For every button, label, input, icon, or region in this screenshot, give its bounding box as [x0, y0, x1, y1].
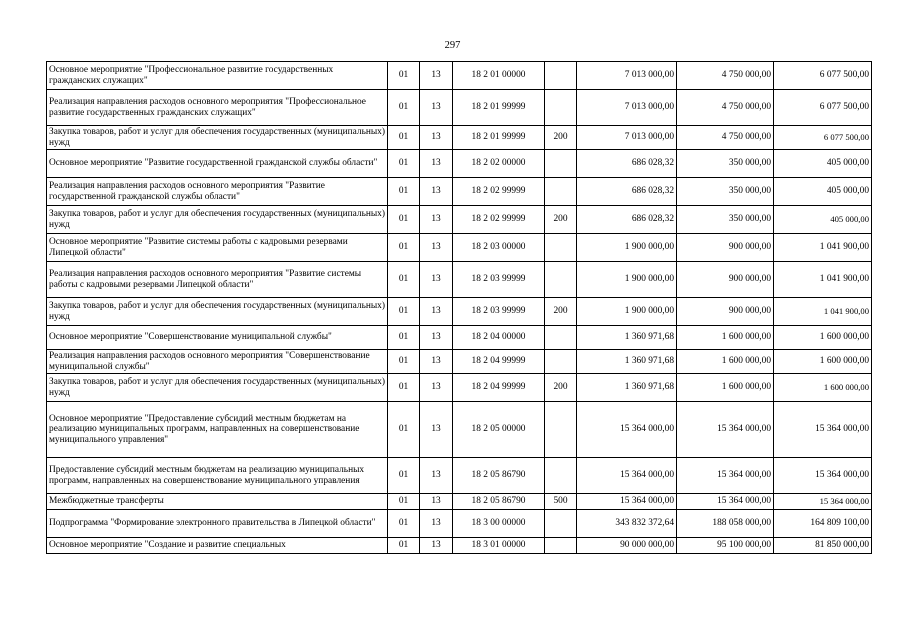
row-name: Закупка товаров, работ и услуг для обеспечения государственных (муниципальных) нужд	[47, 298, 388, 326]
row-amount-2: 900 000,00	[677, 234, 774, 262]
table-row	[47, 374, 872, 402]
row-target-code: 18 2 03 99999	[453, 298, 545, 326]
row-expense-type	[545, 234, 577, 262]
row-amount-3: 81 850 000,00	[774, 538, 872, 554]
row-amount-2: 15 364 000,00	[677, 494, 774, 510]
row-name: Основное мероприятие "Совершенствование муниципальной службы"	[47, 326, 388, 350]
row-name: Основное мероприятие "Развитие государственной гражданской службы области"	[47, 150, 388, 178]
row-target-code: 18 2 01 99999	[453, 90, 545, 126]
table-row	[47, 178, 872, 206]
row-expense-type	[545, 62, 577, 90]
table-row	[47, 494, 872, 510]
row-expense-type	[545, 510, 577, 538]
row-name: Реализация направления расходов основного мероприятия "Профессиональное развитие государственных гражданских служащих"	[47, 90, 388, 126]
row-amount-1: 90 000 000,00	[577, 538, 677, 554]
row-amount-1: 686 028,32	[577, 206, 677, 234]
table-row	[47, 298, 872, 326]
row-amount-2: 95 100 000,00	[677, 538, 774, 554]
row-subsection: 13	[420, 350, 453, 374]
row-target-code: 18 2 01 99999	[453, 126, 545, 150]
row-target-code: 18 3 01 00000	[453, 538, 545, 554]
table-row	[47, 402, 872, 458]
row-expense-type: 500	[545, 494, 577, 510]
row-section: 01	[388, 326, 420, 350]
row-subsection: 13	[420, 126, 453, 150]
table-row	[47, 90, 872, 126]
row-amount-2: 900 000,00	[677, 298, 774, 326]
row-expense-type: 200	[545, 298, 577, 326]
table-row	[47, 62, 872, 90]
budget-table	[46, 61, 872, 554]
row-subsection: 13	[420, 150, 453, 178]
row-name: Основное мероприятие "Создание и развитие специальных	[47, 538, 388, 554]
row-amount-3: 15 364 000,00	[774, 494, 872, 510]
row-section: 01	[388, 234, 420, 262]
row-amount-3: 15 364 000,00	[774, 458, 872, 494]
row-amount-1: 15 364 000,00	[577, 494, 677, 510]
row-amount-1: 7 013 000,00	[577, 90, 677, 126]
row-name: Основное мероприятие "Профессиональное развитие государственных гражданских служащих"	[47, 62, 388, 90]
row-expense-type	[545, 402, 577, 458]
row-section: 01	[388, 458, 420, 494]
row-amount-3: 164 809 100,00	[774, 510, 872, 538]
table-row	[47, 206, 872, 234]
row-expense-type	[545, 538, 577, 554]
row-amount-2: 15 364 000,00	[677, 458, 774, 494]
row-target-code: 18 2 02 00000	[453, 150, 545, 178]
row-subsection: 13	[420, 62, 453, 90]
table-row	[47, 538, 872, 554]
row-amount-3: 1 041 900,00	[774, 234, 872, 262]
row-section: 01	[388, 90, 420, 126]
table-row	[47, 326, 872, 350]
row-amount-1: 1 360 971,68	[577, 374, 677, 402]
row-subsection: 13	[420, 402, 453, 458]
row-subsection: 13	[420, 494, 453, 510]
row-amount-3: 405 000,00	[774, 150, 872, 178]
row-expense-type: 200	[545, 126, 577, 150]
row-subsection: 13	[420, 178, 453, 206]
row-target-code: 18 2 04 99999	[453, 350, 545, 374]
row-amount-2: 4 750 000,00	[677, 126, 774, 150]
row-name: Закупка товаров, работ и услуг для обеспечения государственных (муниципальных) нужд	[47, 374, 388, 402]
row-amount-3: 6 077 500,00	[774, 90, 872, 126]
row-name: Закупка товаров, работ и услуг для обеспечения государственных (муниципальных) нужд	[47, 206, 388, 234]
row-amount-1: 7 013 000,00	[577, 126, 677, 150]
row-subsection: 13	[420, 458, 453, 494]
row-target-code: 18 2 01 00000	[453, 62, 545, 90]
row-subsection: 13	[420, 262, 453, 298]
table-row	[47, 262, 872, 298]
row-section: 01	[388, 494, 420, 510]
row-amount-2: 1 600 000,00	[677, 350, 774, 374]
row-name: Подпрограмма "Формирование электронного правительства в Липецкой области"	[47, 510, 388, 538]
row-section: 01	[388, 350, 420, 374]
row-section: 01	[388, 62, 420, 90]
row-amount-3: 15 364 000,00	[774, 402, 872, 458]
row-target-code: 18 2 05 86790	[453, 494, 545, 510]
row-name: Закупка товаров, работ и услуг для обеспечения государственных (муниципальных) нужд	[47, 126, 388, 150]
row-amount-1: 15 364 000,00	[577, 458, 677, 494]
row-amount-3: 1 600 000,00	[774, 326, 872, 350]
row-section: 01	[388, 178, 420, 206]
row-amount-3: 405 000,00	[774, 206, 872, 234]
row-section: 01	[388, 126, 420, 150]
row-amount-1: 686 028,32	[577, 178, 677, 206]
table-row	[47, 350, 872, 374]
row-name: Реализация направления расходов основного мероприятия "Развитие системы работы с кадровыми резервами Липецкой области"	[47, 262, 388, 298]
row-amount-1: 7 013 000,00	[577, 62, 677, 90]
row-expense-type	[545, 326, 577, 350]
row-amount-1: 1 900 000,00	[577, 234, 677, 262]
row-expense-type	[545, 150, 577, 178]
row-amount-2: 1 600 000,00	[677, 374, 774, 402]
table-row	[47, 234, 872, 262]
row-target-code: 18 2 02 99999	[453, 206, 545, 234]
row-amount-3: 405 000,00	[774, 178, 872, 206]
row-section: 01	[388, 510, 420, 538]
table-row	[47, 510, 872, 538]
row-expense-type	[545, 90, 577, 126]
row-section: 01	[388, 298, 420, 326]
row-subsection: 13	[420, 234, 453, 262]
row-name: Предоставление субсидий местным бюджетам на реализацию муниципальных программ, направленных на совершенствование муниципального управления	[47, 458, 388, 494]
table-row	[47, 458, 872, 494]
row-amount-3: 1 041 900,00	[774, 298, 872, 326]
row-amount-1: 1 360 971,68	[577, 326, 677, 350]
row-amount-1: 686 028,32	[577, 150, 677, 178]
row-name: Основное мероприятие "Предоставление субсидий местным бюджетам на реализацию муниципальных программ, направленных на совершенствование муниципального управления"	[47, 402, 388, 458]
row-target-code: 18 2 03 99999	[453, 262, 545, 298]
row-section: 01	[388, 402, 420, 458]
row-target-code: 18 2 02 99999	[453, 178, 545, 206]
row-amount-2: 4 750 000,00	[677, 90, 774, 126]
row-amount-2: 350 000,00	[677, 178, 774, 206]
row-amount-1: 1 900 000,00	[577, 262, 677, 298]
row-subsection: 13	[420, 298, 453, 326]
page-number: 297	[444, 40, 461, 51]
row-amount-2: 15 364 000,00	[677, 402, 774, 458]
row-name: Межбюджетные трансферты	[47, 494, 388, 510]
row-name: Реализация направления расходов основного мероприятия "Совершенствование муниципальной службы"	[47, 350, 388, 374]
row-subsection: 13	[420, 538, 453, 554]
row-section: 01	[388, 538, 420, 554]
row-target-code: 18 2 05 00000	[453, 402, 545, 458]
table-row	[47, 126, 872, 150]
row-section: 01	[388, 206, 420, 234]
row-expense-type	[545, 350, 577, 374]
row-section: 01	[388, 262, 420, 298]
row-amount-2: 350 000,00	[677, 206, 774, 234]
row-amount-3: 1 600 000,00	[774, 374, 872, 402]
row-amount-2: 1 600 000,00	[677, 326, 774, 350]
row-target-code: 18 3 00 00000	[453, 510, 545, 538]
row-subsection: 13	[420, 90, 453, 126]
row-amount-2: 350 000,00	[677, 150, 774, 178]
row-amount-2: 900 000,00	[677, 262, 774, 298]
row-name: Реализация направления расходов основного мероприятия "Развитие государственной гражданской службы области"	[47, 178, 388, 206]
row-amount-3: 1 600 000,00	[774, 350, 872, 374]
row-expense-type	[545, 262, 577, 298]
row-amount-3: 1 041 900,00	[774, 262, 872, 298]
row-amount-1: 1 360 971,68	[577, 350, 677, 374]
row-expense-type: 200	[545, 374, 577, 402]
row-expense-type	[545, 178, 577, 206]
row-target-code: 18 2 03 00000	[453, 234, 545, 262]
row-amount-1: 1 900 000,00	[577, 298, 677, 326]
row-amount-3: 6 077 500,00	[774, 62, 872, 90]
row-subsection: 13	[420, 206, 453, 234]
row-target-code: 18 2 04 00000	[453, 326, 545, 350]
row-amount-3: 6 077 500,00	[774, 126, 872, 150]
row-subsection: 13	[420, 374, 453, 402]
row-target-code: 18 2 05 86790	[453, 458, 545, 494]
row-expense-type: 200	[545, 206, 577, 234]
row-section: 01	[388, 150, 420, 178]
row-subsection: 13	[420, 326, 453, 350]
row-subsection: 13	[420, 510, 453, 538]
row-target-code: 18 2 04 99999	[453, 374, 545, 402]
row-amount-2: 4 750 000,00	[677, 62, 774, 90]
row-amount-1: 15 364 000,00	[577, 402, 677, 458]
row-name: Основное мероприятие "Развитие системы работы с кадровыми резервами Липецкой области"	[47, 234, 388, 262]
row-expense-type	[545, 458, 577, 494]
row-amount-1: 343 832 372,64	[577, 510, 677, 538]
row-section: 01	[388, 374, 420, 402]
row-amount-2: 188 058 000,00	[677, 510, 774, 538]
table-row	[47, 150, 872, 178]
